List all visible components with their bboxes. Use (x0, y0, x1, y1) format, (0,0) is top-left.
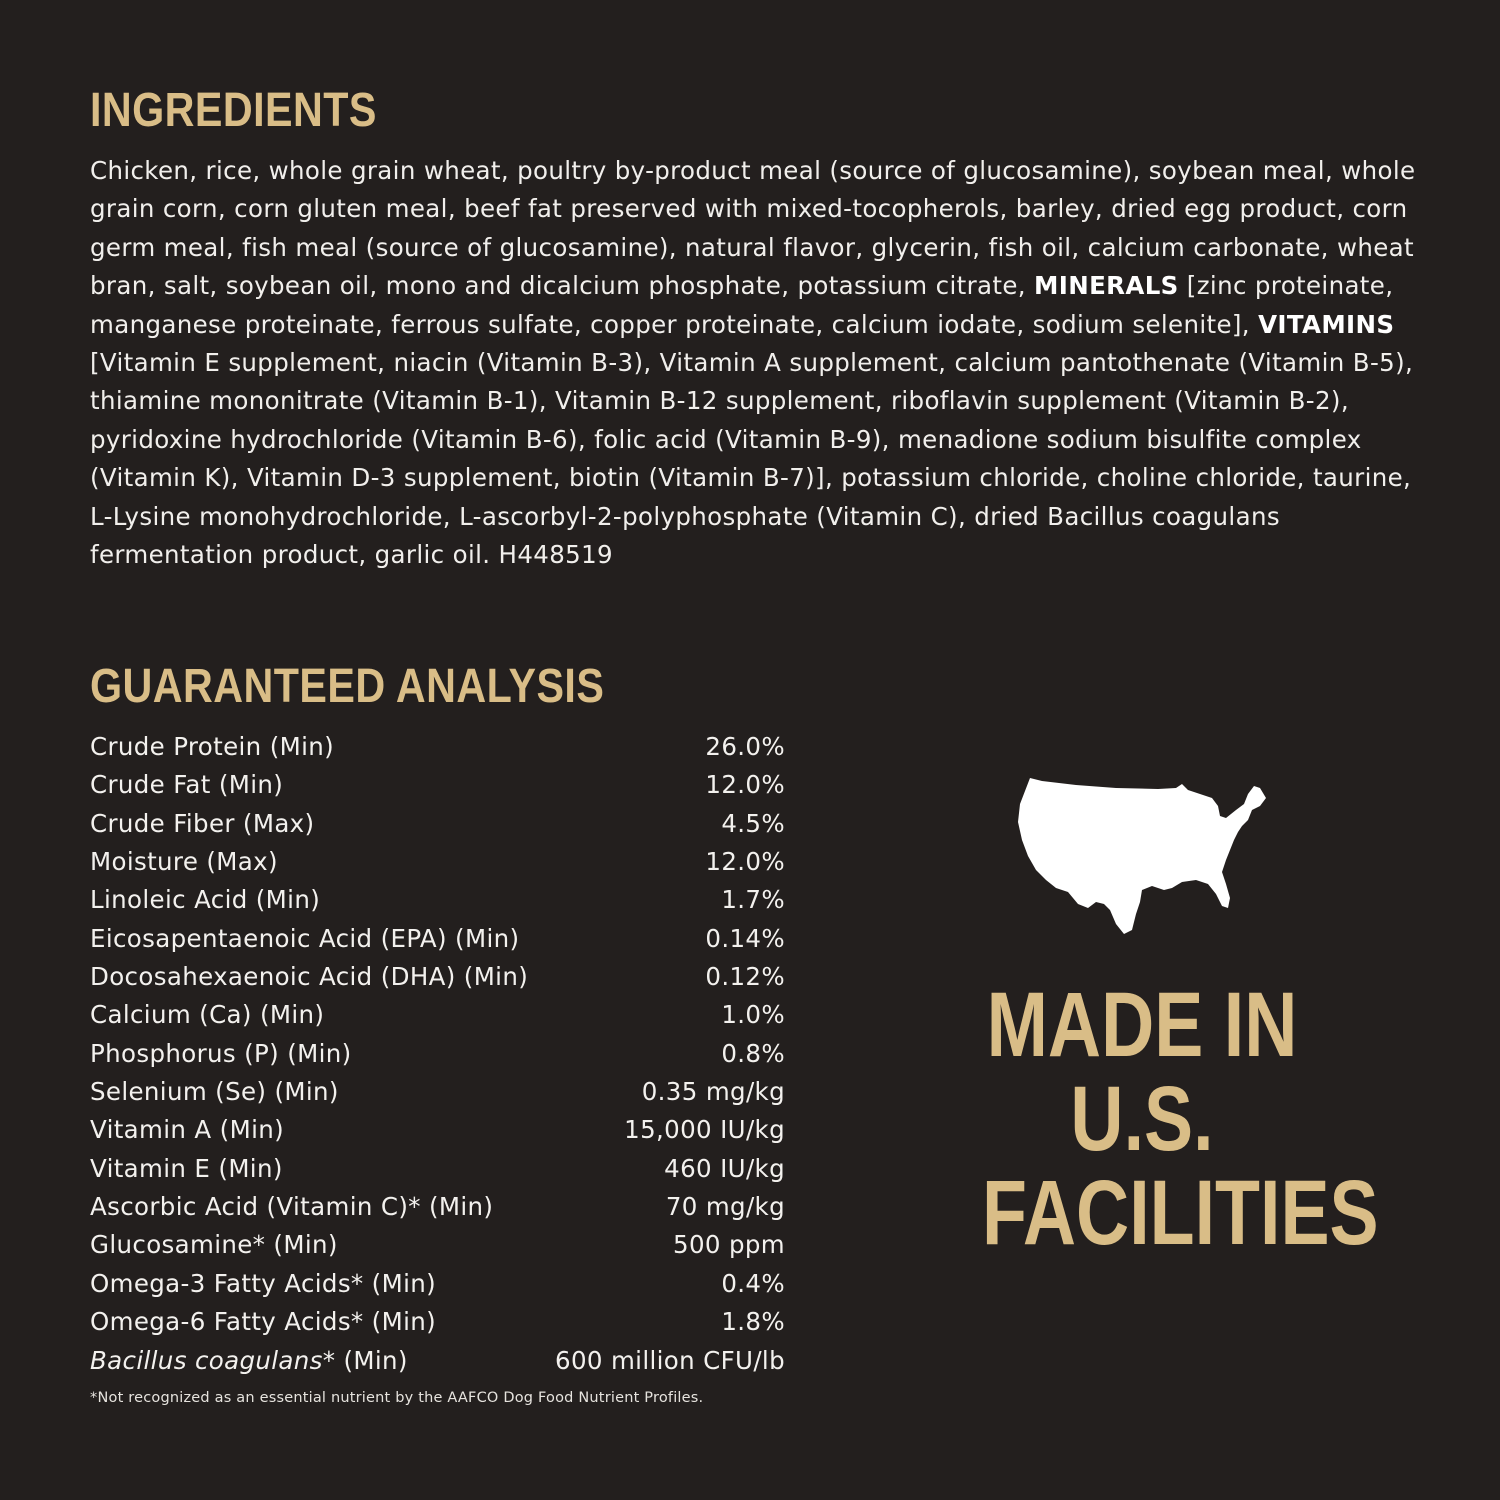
analysis-row (90, 728, 785, 766)
analysis-row (90, 920, 785, 958)
analysis-row (90, 1150, 785, 1188)
analysis-row (90, 996, 785, 1034)
analysis-value: 460 IU/kg (664, 1153, 785, 1183)
analysis-row (90, 1035, 785, 1073)
analysis-value: 70 mg/kg (665, 1192, 785, 1222)
analysis-row-bacillus (90, 1342, 785, 1380)
analysis-name: Vitamin A (Min) (90, 1115, 285, 1145)
vitamins-label: VITAMINS (1258, 309, 1395, 339)
analysis-name: Eicosapentaenoic Acid (EPA) (Min) (90, 923, 520, 953)
ingredients-text-part1: Chicken, rice, whole grain wheat, poultry by-product meal (source of glucosamine), soybean meal, whole grain corn, corn gluten meal, beef fat preserved with mixed-tocopherols, barley, dried egg product, corn germ meal, fish meal (source of glucosamine), natural flavor, glycerin, fish oil, calcium carbonate, wheat bran, salt, soybean oil, mono and dicalcium phosphate, potassium citrate, (90, 156, 1416, 301)
analysis-value: 15,000 IU/kg (624, 1115, 785, 1145)
guaranteed-analysis-table (90, 728, 785, 1380)
ingredients-text-part3: [Vitamin E supplement, niacin (Vitamin B-3), Vitamin A supplement, calcium pantothenate (Vitamin B-5), thiamine mononitrate (Vitamin B-1), Vitamin B-12 supplement, riboflavin supplement (Vitamin B-2), pyridoxine hydrochloride (Vitamin B-6), folic acid (Vitamin B-9), menadione sodium bisulfite complex (Vitamin K), Vitamin D-3 supplement, biotin (Vitamin B-7)], potassium chloride, choline chloride, taurine, L-Lysine monohydrochloride, L-ascorbyl-2-polyphosphate (Vitamin C), dried Bacillus coagulans fermentation product, garlic oil. H448519 (90, 348, 1414, 570)
usa-map-icon (1016, 776, 1270, 936)
analysis-value: 0.35 mg/kg (641, 1077, 785, 1107)
analysis-value: 0.14% (705, 923, 785, 953)
ingredients-text-part2: [zinc proteinate, manganese proteinate, ferrous sulfate, copper proteinate, calcium iodate, sodium selenite], (90, 271, 1394, 339)
analysis-value: 1.0% (721, 1000, 785, 1030)
analysis-row (90, 881, 785, 919)
analysis-value: 12.0% (705, 847, 785, 877)
analysis-row (90, 1111, 785, 1149)
analysis-name: Crude Protein (Min) (90, 732, 335, 761)
bacillus-name-suffix: * (Min) (322, 1345, 408, 1375)
made-in-line1: MADE IN (986, 974, 1298, 1076)
analysis-row (90, 1226, 785, 1264)
analysis-name: Crude Fiber (Max) (90, 808, 315, 838)
analysis-name: Moisture (Max) (90, 847, 278, 877)
ingredients-text (90, 152, 1420, 574)
analysis-name: Calcium (Ca) (Min) (90, 1000, 325, 1030)
analysis-value: 12.0% (705, 770, 785, 800)
analysis-name: Omega-6 Fatty Acids* (Min) (90, 1307, 437, 1337)
analysis-value: 0.12% (705, 962, 785, 992)
analysis-row (90, 1265, 785, 1303)
analysis-row (90, 1303, 785, 1341)
analysis-name: Vitamin E (Min) (90, 1153, 283, 1183)
analysis-name: Linoleic Acid (Min) (90, 885, 321, 915)
analysis-name: Omega-3 Fatty Acids* (Min) (90, 1268, 437, 1298)
made-in-line2: U.S. (1070, 1068, 1214, 1170)
bacillus-italic-name: Bacillus coagulans (90, 1345, 323, 1375)
analysis-name: Selenium (Se) (Min) (90, 1077, 339, 1107)
made-in-line3: FACILITIES (982, 1162, 1379, 1264)
analysis-name: Glucosamine* (Min) (90, 1230, 338, 1260)
analysis-value: 500 ppm (673, 1230, 785, 1260)
analysis-value: 0.4% (721, 1268, 785, 1298)
analysis-name: Ascorbic Acid (Vitamin C)* (Min) (90, 1192, 494, 1222)
analysis-row (90, 843, 785, 881)
footnote: *Not recognized as an essential nutrient by the AAFCO Dog Food Nutrient Profiles. (90, 1390, 704, 1406)
analysis-name: Phosphorus (P) (Min) (90, 1038, 352, 1068)
analysis-row (90, 766, 785, 804)
analysis-name: Docosahexaenoic Acid (DHA) (Min) (90, 962, 529, 992)
analysis-row (90, 805, 785, 843)
analysis-name (90, 1342, 408, 1380)
ingredients-heading: INGREDIENTS (90, 84, 377, 137)
analysis-value: 1.7% (721, 885, 785, 915)
made-in-us-facilities-badge (982, 974, 1379, 1264)
minerals-label: MINERALS (1034, 271, 1179, 301)
analysis-row (90, 1073, 785, 1111)
analysis-value: 4.5% (721, 808, 785, 838)
analysis-name: Crude Fat (Min) (90, 770, 284, 800)
guaranteed-analysis-heading: GUARANTEED ANALYSIS (90, 660, 605, 713)
analysis-value: 1.8% (721, 1307, 785, 1337)
analysis-row (90, 1188, 785, 1226)
analysis-value: 600 million CFU/lb (555, 1345, 785, 1375)
analysis-row (90, 958, 785, 996)
analysis-value: 26.0% (705, 732, 785, 761)
analysis-value: 0.8% (721, 1038, 785, 1068)
